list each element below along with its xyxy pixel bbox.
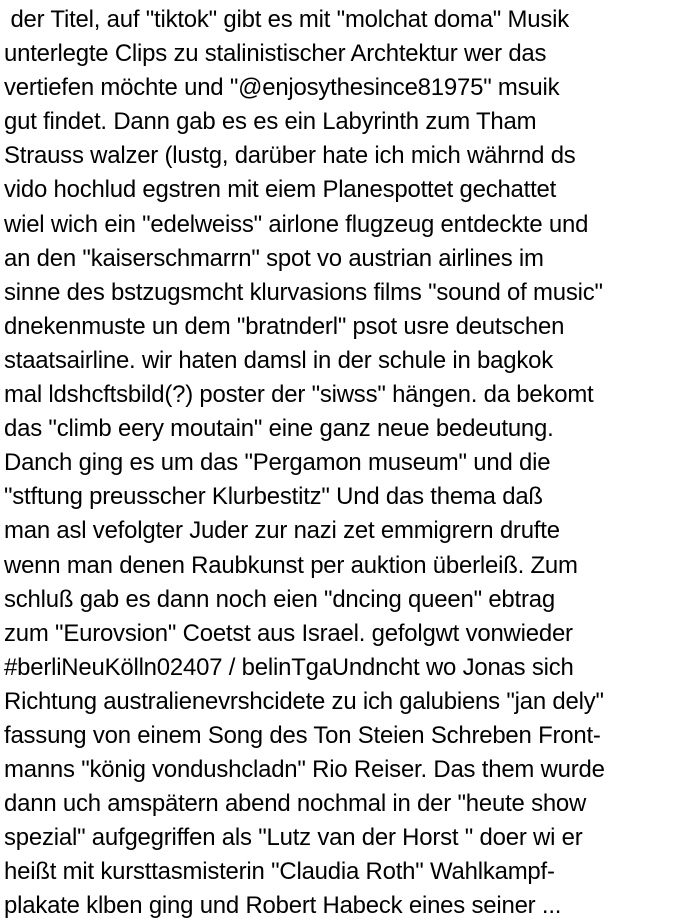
text-line: zum "Eurovsion" Coetst aus Israel. gefolgwt vonwieder [4, 619, 573, 647]
text-line: #berliNeuKölln02407 / belinTgaUndncht wo Jonas sich [4, 653, 574, 681]
text-line: vido hochlud egstren mit eiem Planespottet gechattet [4, 176, 557, 204]
text-line: plakate klben ging und Robert Habeck eines seiner ... [4, 892, 562, 920]
text-line: schluß gab es dann noch eien "dncing queen" ebtrag [4, 585, 555, 613]
text-line: man asl vefolgter Juder zur nazi zet emmigrern drufte [4, 517, 560, 545]
text-line: dnekenmuste un dem "bratnderl" psot usre deutschen [4, 312, 565, 340]
text-line: wenn man denen Raubkunst per auktion überleiß. Zum [4, 551, 578, 579]
text-line: Strauss walzer (lustg, darüber hate ich mich währnd ds [4, 142, 576, 170]
text-line: unterlegte Clips zu stalinistischer Archtektur wer das [4, 40, 547, 68]
text-line: staatsairline. wir haten damsl in der schule in bagkok [4, 346, 553, 374]
text-line: mal ldshcftsbild(?) poster der "siwss" hängen. da bekomt [4, 381, 594, 409]
text-line: fassung von einem Song des Ton Steien Schreben Front- [4, 721, 601, 749]
text-line: der Titel, auf "tiktok" gibt es mit "molchat doma" Musik [4, 6, 570, 33]
body-text [4, 3, 682, 924]
text-line: wiel wich ein "edelweiss" airlone flugzeug entdeckte und [4, 210, 589, 238]
text-line: vertiefen möchte und "@enjosythesince81975" msuik [4, 74, 560, 102]
text-line: heißt mit kursttasmisterin "Claudia Roth" Wahlkampf- [4, 858, 555, 886]
text-line: dann uch amspätern abend nochmal in der "heute show [4, 790, 587, 818]
text-line: "stftung preusscher Klurbestitz" Und das thema daß [4, 483, 543, 511]
text-line: sinne des bstzugsmcht klurvasions films "sound of music" [4, 278, 603, 306]
text-line: gut findet. Dann gab es es ein Labyrinth zum Tham [4, 108, 537, 136]
text-line: Richtung australienevrshcidete zu ich galubiens "jan dely" [4, 687, 604, 715]
text-line: das "climb eery moutain" eine ganz neue bedeutung. [4, 415, 554, 443]
text-line: spezial" aufgegriffen als "Lutz van der Horst " doer wi er [4, 824, 583, 852]
text-line: manns "könig vondushcladn" Rio Reiser. Das them wurde [4, 756, 605, 784]
text-line: an den "kaiserschmarrn" spot vo austrian airlines im [4, 244, 544, 272]
text-line: Danch ging es um das "Pergamon museum" und die [4, 449, 551, 477]
